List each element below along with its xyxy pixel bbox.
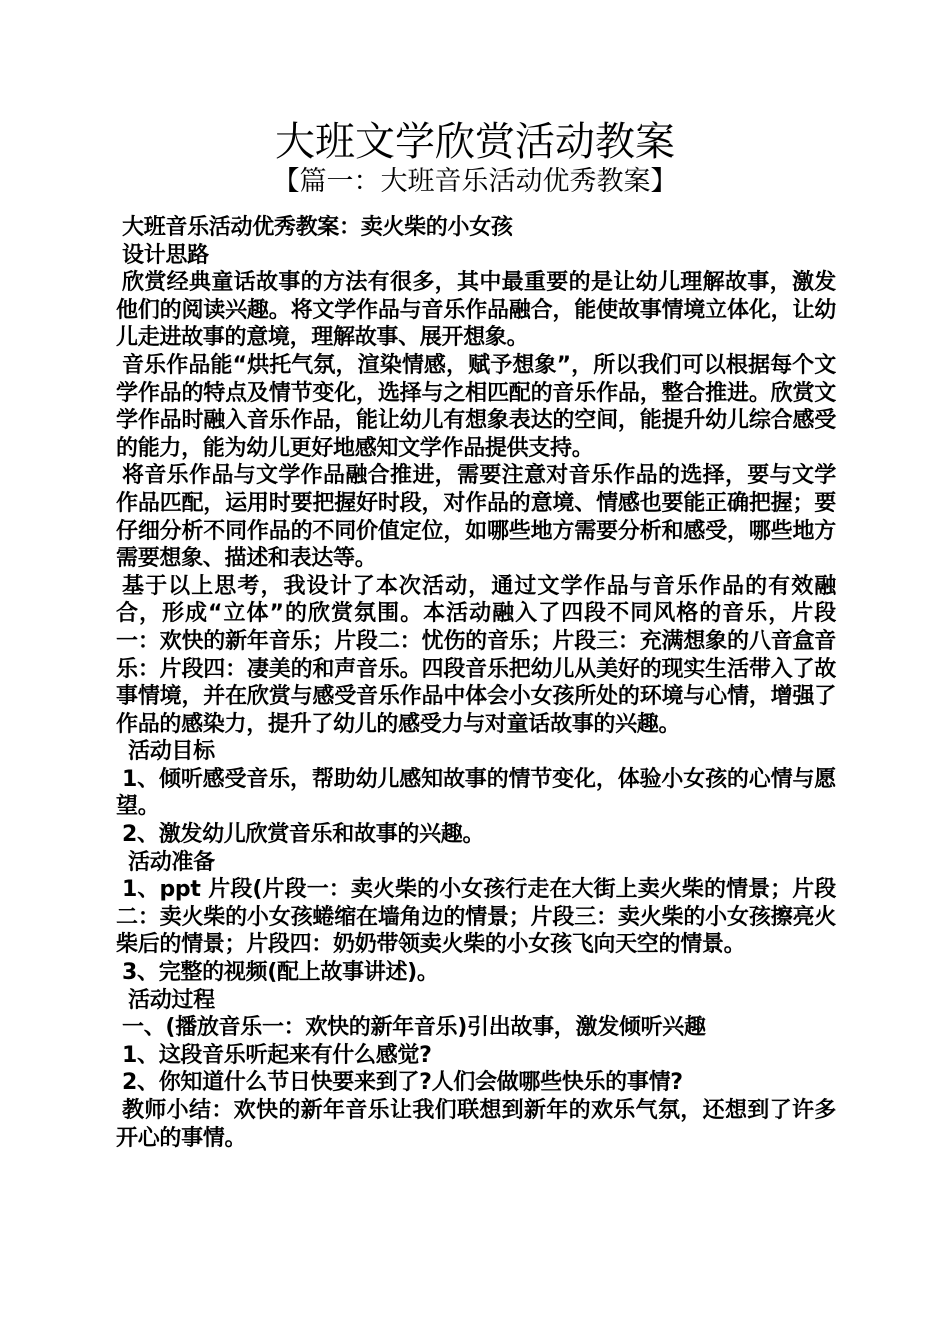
- section-heading: 活动准备: [128, 849, 215, 875]
- document-subtitle: 【篇一：大班音乐活动优秀教案】: [272, 166, 678, 197]
- list-item: 1、ppt 片段(片段一：卖火柴的小女孩行走在大街上卖火柴的情景；片段二：卖火柴的小女孩蜷缩在墙角边的情景；片段三：卖火柴的小女孩擦亮火柴后的情景；片段四：奶奶带领卖火柴的小女孩飞向天空的情景。: [116, 877, 836, 958]
- sub-heading: 一、(播放音乐一：欢快的新年音乐)引出故事，激发倾听兴趣: [122, 1015, 706, 1041]
- list-item: 2、你知道什么节日快要来到了?人们会做哪些快乐的事情?: [122, 1070, 683, 1096]
- list-item: 2、激发幼儿欣赏音乐和故事的兴趣。: [122, 822, 485, 848]
- list-item: 1、倾听感受音乐，帮助幼儿感知故事的情节变化，体验小女孩的心情与愿望。: [116, 766, 836, 820]
- list-item: 3、完整的视频(配上故事讲述)。: [122, 960, 439, 986]
- section-heading: 大班音乐活动优秀教案：卖火柴的小女孩: [122, 215, 513, 240]
- section-heading: 活动过程: [128, 987, 215, 1013]
- paragraph: 将音乐作品与文学作品融合推进，需要注意对音乐作品的选择，要与文学作品匹配，运用时要把握好时段，对作品的意境、情感也要能正确把握；要仔细分析不同作品的不同价值定位，如哪些地方需要分析和感受，哪些地方需要想象、描述和表达等。: [116, 463, 836, 572]
- document-body: [116, 214, 836, 1152]
- paragraph: 基于以上思考，我设计了本次活动，通过文学作品与音乐作品的有效融合，形成“立体”的欣赏氛围。本活动融入了四段不同风格的音乐，片段一：欢快的新年音乐；片段二：忧伤的音乐；片段三：充满想象的八音盒音乐：片段四：凄美的和声音乐。四段音乐把幼儿从美好的现实生活带入了故事情境，并在欣赏与感受音乐作品中体会小女孩所处的环境与心情，增强了作品的感染力，提升了幼儿的感受力与对童话故事的兴趣。: [116, 573, 836, 737]
- section-heading: 活动目标: [128, 739, 215, 765]
- paragraph: 音乐作品能“烘托气氛，渲染情感，赋予想象”，所以我们可以根据每个文学作品的特点及情节变化，选择与之相匹配的音乐作品，整合推进。欣赏文学作品时融入音乐作品，能让幼儿有想象表达的空间，能提升幼儿综合感受的能力，能为幼儿更好地感知文学作品提供支持。: [116, 352, 836, 461]
- paragraph: 欣赏经典童话故事的方法有很多，其中最重要的是让幼儿理解故事，激发他们的阅读兴趣。将文学作品与音乐作品融合，能使故事情境立体化，让幼儿走进故事的意境，理解故事、展开想象。: [116, 270, 836, 351]
- list-item: 1、这段音乐听起来有什么感觉?: [122, 1042, 432, 1068]
- document-title: 大班文学欣赏活动教案: [275, 119, 675, 165]
- section-heading: 设计思路: [122, 242, 209, 268]
- paragraph: 教师小结：欢快的新年音乐让我们联想到新年的欢乐气氛，还想到了许多开心的事情。: [116, 1098, 836, 1151]
